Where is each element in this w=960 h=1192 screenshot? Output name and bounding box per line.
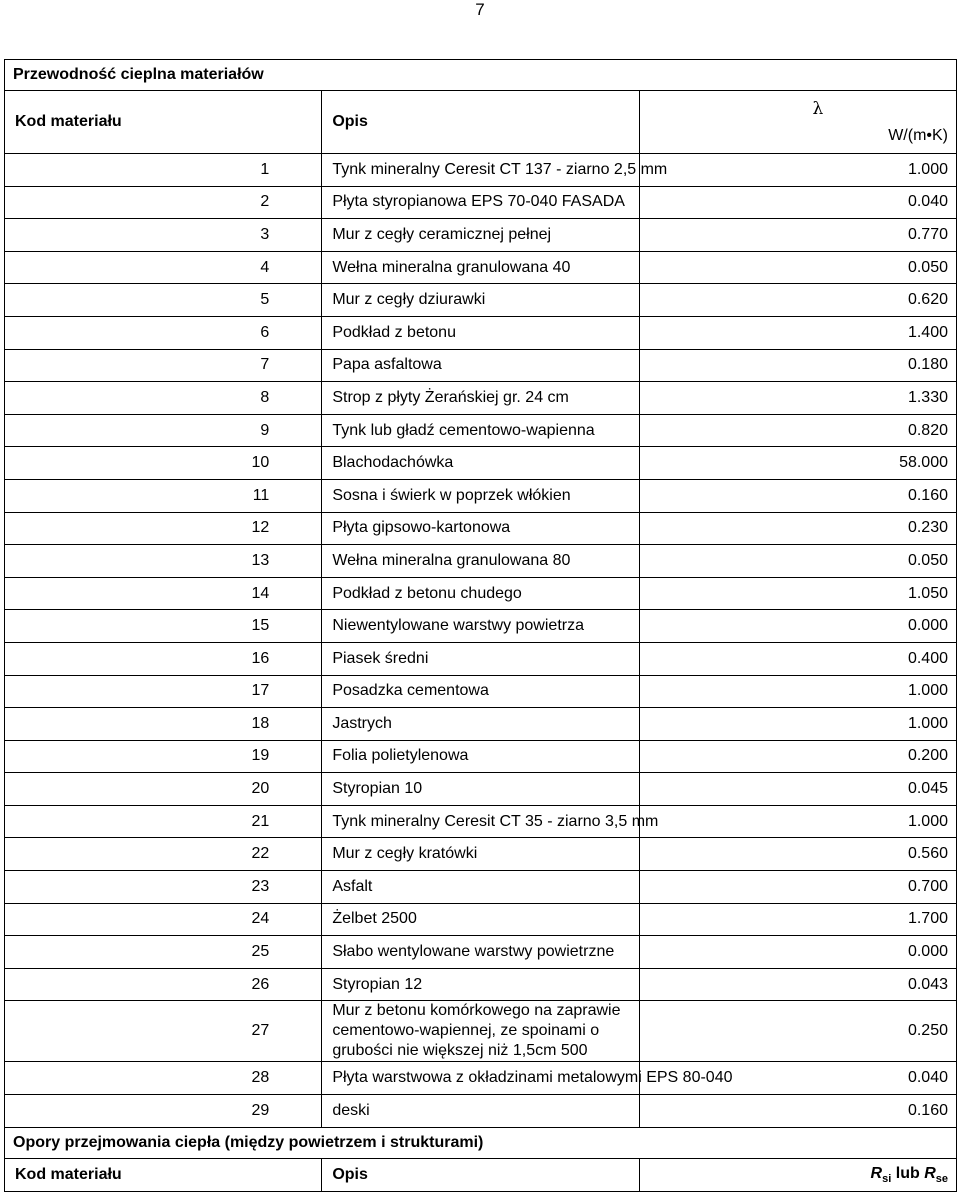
table-row: [5, 838, 957, 871]
row-desc: Asfalt: [322, 871, 639, 904]
row-value: 1.000: [639, 154, 956, 187]
si-subscript: si: [882, 1172, 892, 1185]
row-desc: Płyta gipsowo-kartonowa: [322, 512, 639, 545]
lambda-unit: W/(m•K): [888, 127, 948, 144]
row-value: 0.000: [639, 936, 956, 969]
r-symbol: R: [870, 1164, 883, 1182]
row-value: 1.400: [639, 316, 956, 349]
row-desc: deski: [322, 1095, 639, 1128]
row-code: 5: [5, 284, 322, 317]
header-lambda: [639, 91, 956, 154]
row-value: 0.620: [639, 284, 956, 317]
row-value: 0.180: [639, 349, 956, 382]
row-desc: Tynk mineralny Ceresit CT 35 - ziarno 3,5 mm: [322, 805, 639, 838]
table-row: [5, 1062, 957, 1095]
row-desc: Podkład z betonu: [322, 316, 639, 349]
row-code: 20: [5, 773, 322, 806]
row-code: 17: [5, 675, 322, 708]
row-desc: Styropian 10: [322, 773, 639, 806]
row-code: 15: [5, 610, 322, 643]
table-header-row: [5, 91, 957, 154]
table-row: [5, 186, 957, 219]
row-code: 13: [5, 545, 322, 578]
row-desc: Płyta styropianowa EPS 70-040 FASADA: [322, 186, 639, 219]
row-desc: Płyta warstwowa z okładzinami metalowymi EPS 80-040: [322, 1062, 639, 1095]
row-code: 9: [5, 414, 322, 447]
row-code: 14: [5, 577, 322, 610]
row-value: 0.200: [639, 740, 956, 773]
header-code: Kod materiału: [5, 91, 322, 154]
row-value: 0.045: [639, 773, 956, 806]
table-row: [5, 219, 957, 252]
row-value: 1.700: [639, 903, 956, 936]
row-value: 1.050: [639, 577, 956, 610]
table-row: [5, 545, 957, 578]
header-desc: Opis: [322, 91, 639, 154]
row-code: 26: [5, 968, 322, 1001]
row-code: 3: [5, 219, 322, 252]
row-code: 19: [5, 740, 322, 773]
row-code: 2: [5, 186, 322, 219]
row-value: 0.160: [639, 479, 956, 512]
table-row: [5, 577, 957, 610]
resistance-header-r: [639, 1158, 956, 1191]
row-desc: Mur z cegły kratówki: [322, 838, 639, 871]
row-desc: Sosna i świerk w poprzek włókien: [322, 479, 639, 512]
row-code: 23: [5, 871, 322, 904]
row-value: 1.000: [639, 708, 956, 741]
row-desc: Blachodachówka: [322, 447, 639, 480]
table-row: [5, 642, 957, 675]
table-row: [5, 251, 957, 284]
row-desc: Mur z cegły ceramicznej pełnej: [322, 219, 639, 252]
row-code: 8: [5, 382, 322, 415]
se-subscript: se: [935, 1172, 948, 1185]
resistance-title-row: [5, 1127, 957, 1158]
row-desc: Papa asfaltowa: [322, 349, 639, 382]
table-row: [5, 447, 957, 480]
row-code: 25: [5, 936, 322, 969]
row-value: 0.000: [639, 610, 956, 643]
table-row: [5, 740, 957, 773]
table-row: [5, 414, 957, 447]
row-desc: Tynk mineralny Ceresit CT 137 - ziarno 2,5 mm: [322, 154, 639, 187]
row-desc: Mur z cegły dziurawki: [322, 284, 639, 317]
row-code: 21: [5, 805, 322, 838]
row-code: 12: [5, 512, 322, 545]
row-desc: Piasek średni: [322, 642, 639, 675]
row-code: 11: [5, 479, 322, 512]
row-value: 0.770: [639, 219, 956, 252]
row-value: 1.330: [639, 382, 956, 415]
table-row: [5, 382, 957, 415]
row-desc: Niewentylowane warstwy powietrza: [322, 610, 639, 643]
row-value: 0.250: [639, 1001, 956, 1062]
resistance-header-code: Kod materiału: [5, 1158, 322, 1191]
thermal-conductivity-table: [4, 59, 957, 1192]
row-desc: Mur z betonu komórkowego na zaprawie cementowo-wapiennej, ze spoinami o grubości nie większej niż 1,5cm 500: [322, 1001, 639, 1062]
resistance-header-desc: Opis: [322, 1158, 639, 1191]
row-code: 4: [5, 251, 322, 284]
lambda-symbol: λ: [812, 99, 824, 119]
row-code: 27: [5, 1001, 322, 1062]
table-row: [5, 610, 957, 643]
row-value: 0.820: [639, 414, 956, 447]
row-value: 0.050: [639, 251, 956, 284]
table-row: [5, 349, 957, 382]
table-row: [5, 871, 957, 904]
table-title-row: [5, 60, 957, 91]
row-code: 6: [5, 316, 322, 349]
lub-text: lub: [891, 1164, 925, 1182]
table-row: [5, 708, 957, 741]
row-code: 18: [5, 708, 322, 741]
row-value: 1.000: [639, 675, 956, 708]
row-code: 16: [5, 642, 322, 675]
row-desc: Jastrych: [322, 708, 639, 741]
row-value: 0.043: [639, 968, 956, 1001]
table-title: Przewodność cieplna materiałów: [5, 60, 957, 91]
row-desc: Słabo wentylowane warstwy powietrzne: [322, 936, 639, 969]
row-value: 58.000: [639, 447, 956, 480]
row-code: 22: [5, 838, 322, 871]
r-symbol-2: R: [924, 1164, 936, 1182]
row-value: 0.050: [639, 545, 956, 578]
row-desc: Żelbet 2500: [322, 903, 639, 936]
page-number: 7: [475, 0, 485, 19]
row-desc: Wełna mineralna granulowana 80: [322, 545, 639, 578]
resistance-title: Opory przejmowania ciepła (między powietrzem i strukturami): [5, 1127, 957, 1158]
row-value: 1.000: [639, 805, 956, 838]
row-desc: Tynk lub gładź cementowo-wapienna: [322, 414, 639, 447]
table-row: [5, 1001, 957, 1062]
table-row: [5, 903, 957, 936]
row-code: 10: [5, 447, 322, 480]
row-code: 29: [5, 1095, 322, 1128]
row-value: 0.160: [639, 1095, 956, 1128]
row-desc: Podkład z betonu chudego: [322, 577, 639, 610]
row-desc: Folia polietylenowa: [322, 740, 639, 773]
table-row: [5, 936, 957, 969]
table-row: [5, 154, 957, 187]
row-value: 0.040: [639, 1062, 956, 1095]
row-value: 0.560: [639, 838, 956, 871]
row-code: 24: [5, 903, 322, 936]
row-value: 0.230: [639, 512, 956, 545]
table-row: [5, 316, 957, 349]
table-row: [5, 284, 957, 317]
row-code: 1: [5, 154, 322, 187]
table-row: [5, 675, 957, 708]
table-row: [5, 512, 957, 545]
row-desc: Strop z płyty Żerańskiej gr. 24 cm: [322, 382, 639, 415]
table-row: [5, 968, 957, 1001]
table-row: [5, 773, 957, 806]
row-code: 28: [5, 1062, 322, 1095]
row-code: 7: [5, 349, 322, 382]
row-desc: Posadzka cementowa: [322, 675, 639, 708]
table-row: [5, 805, 957, 838]
row-desc: Wełna mineralna granulowana 40: [322, 251, 639, 284]
table-row: [5, 1095, 957, 1128]
resistance-header-row: [5, 1158, 957, 1191]
table-row: [5, 479, 957, 512]
row-desc: Styropian 12: [322, 968, 639, 1001]
row-value: 0.700: [639, 871, 956, 904]
row-value: 0.400: [639, 642, 956, 675]
row-value: 0.040: [639, 186, 956, 219]
